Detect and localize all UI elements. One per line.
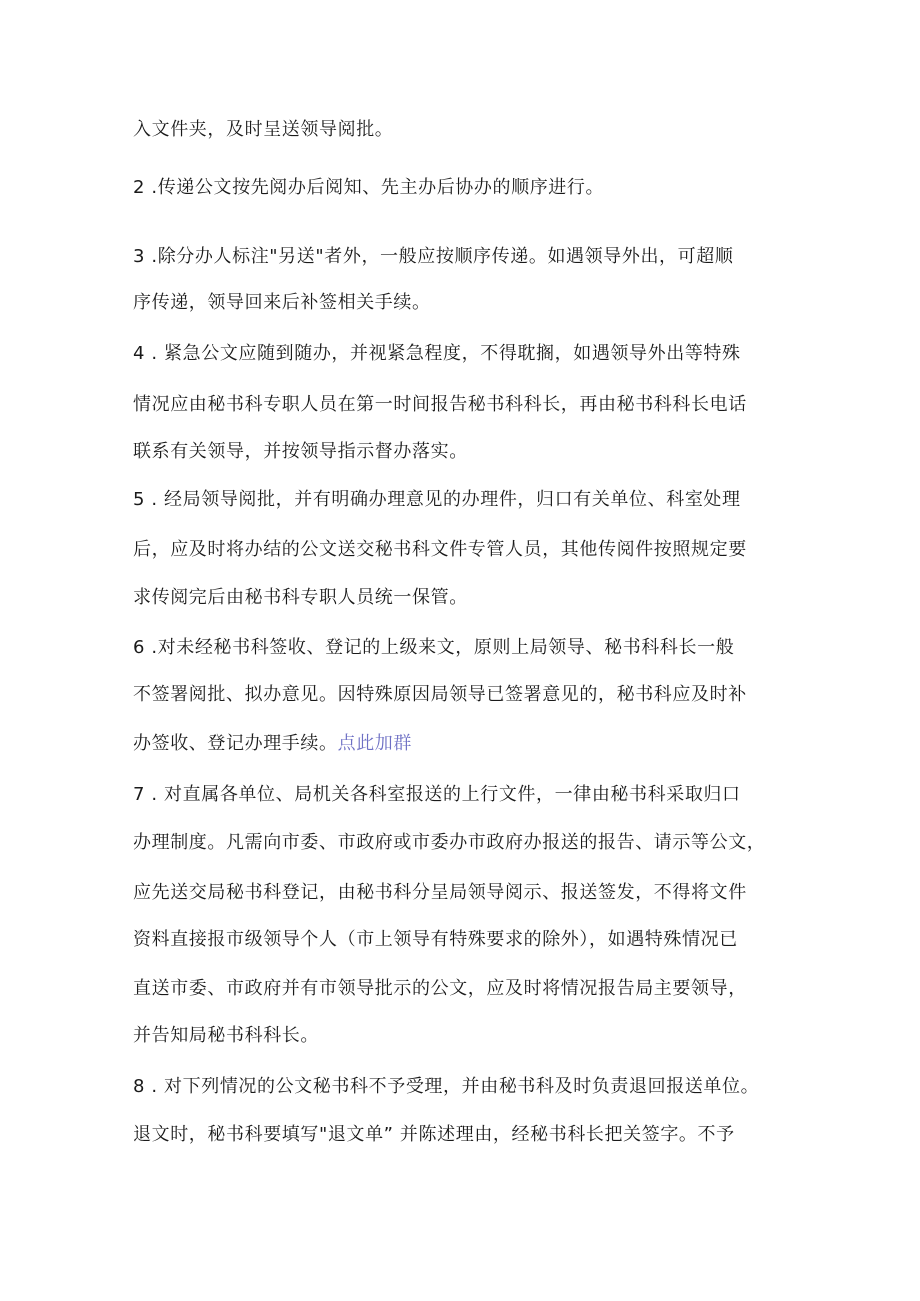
paragraph-text: 办签收、登记办理手续。: [133, 733, 338, 754]
paragraph-line: 联系有关领导，并按领导指示督办落实。: [133, 441, 468, 462]
paragraph-line: 应先送交局秘书科登记，由秘书科分呈局领导阅示、报送签发，不得将文件: [133, 882, 747, 903]
paragraph-line: 求传阅完后由秘书科专职人员统一保管。: [133, 587, 468, 608]
paragraph-line: 4 . 紧急公文应随到随办，并视紧急程度，不得耽搁，如遇领导外出等特殊: [133, 343, 741, 364]
paragraph-line: 退文时，秘书科要填写"退文单” 并陈述理由，经秘书科长把关签字。不予: [133, 1124, 735, 1145]
paragraph-line: 情况应由秘书科专职人员在第一时间报告秘书科科长，再由秘书科科长电话: [133, 394, 747, 415]
paragraph-line: 6 .对未经秘书科签收、登记的上级来文，原则上局领导、秘书科科长一般: [133, 637, 735, 658]
paragraph-line: 3 .除分办人标注"另送"者外，一般应按顺序传递。如遇领导外出，可超顺: [133, 246, 734, 267]
join-group-link[interactable]: 点此加群: [337, 733, 413, 754]
paragraph-line: [133, 732, 813, 756]
paragraph-line: 直送市委、市政府并有市领导批示的公文，应及时将情况报告局主要领导，: [133, 978, 747, 999]
paragraph-line: 不签署阅批、拟办意见。因特殊原因局领导已签署意见的，秘书科应及时补: [133, 684, 747, 705]
paragraph-line: 办理制度。凡需向市委、市政府或市委办市政府办报送的报告、请示等公文，: [133, 832, 766, 853]
paragraph-line: 资料直接报市级领导个人（市上领导有特殊要求的除外），如遇特殊情况已: [133, 929, 738, 950]
paragraph-line: 后，应及时将办结的公文送交秘书科文件专管人员，其他传阅件按照规定要: [133, 539, 747, 560]
paragraph-line: 并告知局秘书科科长。: [133, 1025, 319, 1046]
paragraph-line: 入文件夹，及时呈送领导阅批。: [133, 119, 394, 140]
paragraph-line: 2 .传递公文按先阅办后阅知、先主办后协办的顺序进行。: [133, 177, 605, 198]
paragraph-line: 序传递，领导回来后补签相关手续。: [133, 292, 431, 313]
paragraph-line: 7 . 对直属各单位、局机关各科室报送的上行文件，一律由秘书科采取归口: [133, 784, 741, 805]
paragraph-line: 8 . 对下列情况的公文秘书科不予受理，并由秘书科及时负责退回报送单位。: [133, 1076, 760, 1097]
paragraph-line: 5 . 经局领导阅批，并有明确办理意见的办理件，归口有关单位、科室处理: [133, 489, 741, 510]
